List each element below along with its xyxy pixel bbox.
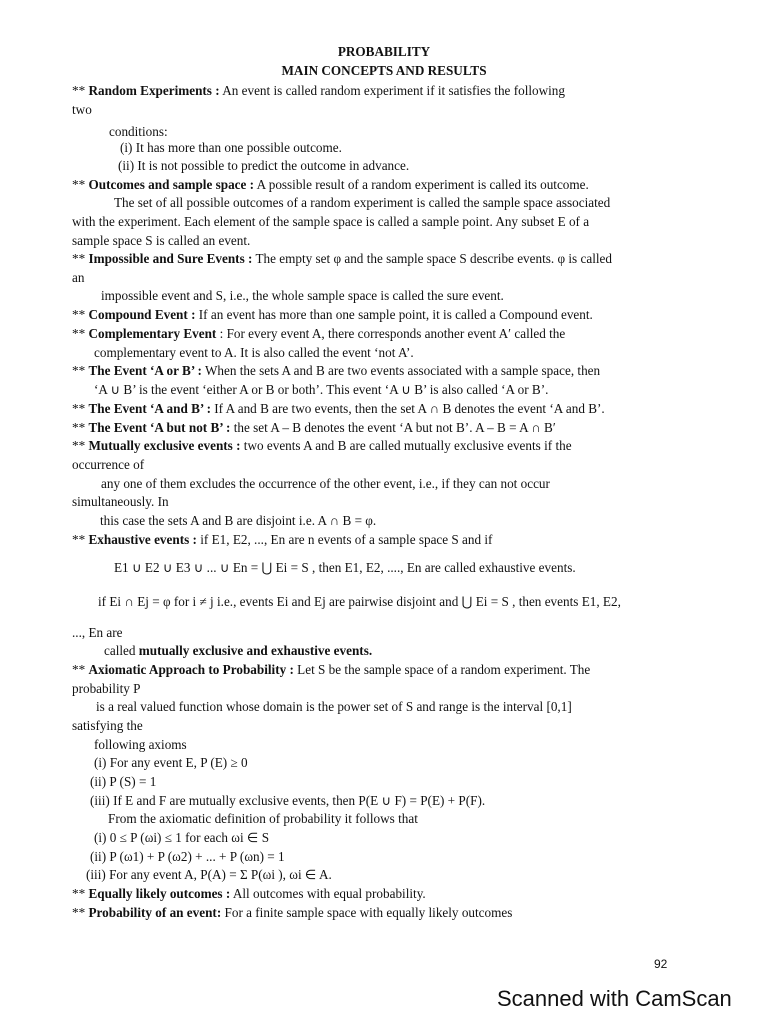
text-run: (ii) P (S) = 1 [90, 774, 157, 789]
scanner-watermark: Scanned with CamScan [497, 986, 732, 1011]
bold-term: Random Experiments : [88, 83, 220, 98]
text-line [72, 83, 565, 99]
page-title: PROBABILITY [337, 44, 431, 59]
text-run: All outcomes with equal probability. [230, 886, 426, 901]
text-line [104, 643, 372, 659]
text-line [72, 307, 593, 323]
text-line [72, 718, 143, 734]
text-line [90, 849, 285, 865]
text-line [101, 288, 504, 304]
bold-term: Mutually exclusive events : [88, 438, 241, 453]
text-line [101, 476, 550, 492]
text-run: An event is called random experiment if it satisfies the following [219, 83, 565, 98]
text-run: The empty set φ and the sample space S describe events. φ is called [252, 251, 612, 266]
text-run: following axioms [94, 737, 187, 752]
text-run: If A and B are two events, then the set A ∩ B denotes the event ‘A and B’. [210, 401, 605, 416]
text-run: (i) 0 ≤ P (ωi) ≤ 1 for each ωi ∈ S [94, 830, 270, 845]
text-run: any one of them excludes the occurrence of the other event, i.e., if they can not occur [101, 476, 550, 491]
text-run: ** [72, 420, 89, 435]
page-subtitle: MAIN CONCEPTS AND RESULTS [281, 63, 487, 78]
bold-term: Axiomatic Approach to Probability : [88, 662, 294, 677]
text-run: ** [72, 905, 89, 920]
text-run: conditions: [109, 124, 168, 139]
text-line [90, 774, 156, 790]
text-line [94, 345, 414, 361]
text-line [94, 755, 248, 771]
text-line [120, 140, 342, 156]
text-run: ** [72, 886, 89, 901]
text-line [72, 438, 572, 454]
bold-term: Complementary Event [88, 326, 217, 341]
bold-term: Equally likely outcomes : [88, 886, 231, 901]
text-line [72, 681, 141, 697]
text-run: ‘A ∪ B’ is the event ‘either A or B or both’. This event ‘A ∪ B’ is also called ‘A or B’. [94, 382, 549, 397]
bold-term: Probability of an event: [88, 905, 222, 920]
text-line [72, 214, 589, 230]
text-line [114, 560, 576, 576]
text-run: if E1, E2, ..., En are n events of a sample space S and if [196, 532, 493, 547]
bold-term: The Event ‘A or B’ : [88, 363, 202, 378]
text-run: occurrence of [72, 457, 145, 472]
text-run: (iii) If E and F are mutually exclusive events, then P(E ∪ F) = P(E) + P(F). [90, 793, 486, 808]
text-run: with the experiment. Each element of the sample space is called a sample point. Any subset E of a [72, 214, 590, 229]
bold-term: Impossible and Sure Events : [88, 251, 253, 266]
text-run: two events A and B are called mutually exclusive events if the [240, 438, 572, 453]
bold-term: Exhaustive events : [88, 532, 197, 547]
text-run: this case the sets A and B are disjoint i.e. A ∩ B = φ. [100, 513, 377, 528]
text-run: two [72, 102, 92, 117]
text-run: (i) It has more than one possible outcome. [120, 140, 342, 155]
text-run: ** [72, 251, 89, 266]
text-run: if Ei ∩ Ej = φ for i ≠ j i.e., events Ei and Ej are pairwise disjoint and ⋃ Ei = S , then events E1, E2, [98, 594, 621, 609]
text-line [72, 625, 123, 641]
text-line [72, 532, 492, 548]
text-line [109, 124, 168, 140]
text-line [94, 382, 548, 398]
text-line [100, 513, 376, 529]
text-line [72, 270, 84, 286]
text-run: When the sets A and B are two events associated with a sample space, then [201, 363, 601, 378]
text-run: From the axiomatic definition of probability it follows that [108, 811, 418, 826]
text-run: impossible event and S, i.e., the whole sample space is called the sure event. [101, 288, 504, 303]
text-run: simultaneously. In [72, 494, 169, 509]
text-run: (ii) P (ω1) + P (ω2) + ... + P (ωn) = 1 [90, 849, 285, 864]
text-run: (i) For any event E, P (E) ≥ 0 [94, 755, 248, 770]
text-line [96, 699, 572, 715]
bold-term: Outcomes and sample space : [88, 177, 255, 192]
text-run: ** [72, 532, 89, 547]
text-line [72, 233, 250, 249]
text-line [72, 363, 600, 379]
text-run: called [104, 643, 139, 658]
text-run: ** [72, 177, 89, 192]
text-run: E1 ∪ E2 ∪ E3 ∪ ... ∪ En = ⋃ Ei = S , then E1, E2, ...., En are called exhaustive events. [114, 560, 576, 575]
text-line [72, 905, 512, 921]
text-run: sample space S is called an event. [72, 233, 251, 248]
text-line [72, 420, 556, 436]
bold-term: The Event ‘A and B’ : [88, 401, 211, 416]
text-line [72, 886, 426, 902]
text-run: ** [72, 401, 89, 416]
text-run: probability P [72, 681, 141, 696]
text-run: The set of all possible outcomes of a random experiment is called the sample space associated [114, 195, 611, 210]
text-line [72, 662, 590, 678]
text-run: ** [72, 363, 89, 378]
bold-term: mutually exclusive and exhaustive events. [138, 643, 373, 658]
text-line [98, 594, 621, 610]
text-run: A possible result of a random experiment is called its outcome. [254, 177, 589, 192]
text-line [94, 737, 187, 753]
text-run: For a finite sample space with equally likely outcomes [221, 905, 513, 920]
text-run: satisfying the [72, 718, 143, 733]
text-run: ** [72, 307, 89, 322]
text-run: ** [72, 662, 89, 677]
text-line [72, 494, 169, 510]
text-line [72, 457, 144, 473]
text-line [72, 102, 92, 118]
text-run: ** [72, 326, 89, 341]
text-line [118, 158, 409, 174]
text-run: Let S be the sample space of a random experiment. The [293, 662, 591, 677]
page-number: 92 [654, 957, 668, 971]
text-line [86, 867, 332, 883]
text-run: is a real valued function whose domain is the power set of S and range is the interval [0,1] [96, 699, 572, 714]
text-line [94, 830, 269, 846]
text-line [72, 177, 589, 193]
bold-term: Compound Event : [88, 307, 196, 322]
text-line [90, 793, 485, 809]
text-line [72, 326, 565, 342]
text-run: (iii) For any event A, P(A) = Σ P(ωi ), ωi ∈ A. [86, 867, 332, 882]
text-run: ..., En are [72, 625, 123, 640]
text-run: (ii) It is not possible to predict the outcome in advance. [118, 158, 410, 173]
text-run: : For every event A, there corresponds another event A′ called the [216, 326, 566, 341]
text-run: ** [72, 83, 89, 98]
bold-term: The Event ‘A but not B’ : [88, 420, 231, 435]
text-run: If an event has more than one sample point, it is called a Compound event. [195, 307, 593, 322]
text-line [108, 811, 418, 827]
text-run: complementary event to A. It is also called the event ‘not A’. [94, 345, 414, 360]
text-line [72, 401, 605, 417]
text-line [72, 251, 612, 267]
text-line [114, 195, 610, 211]
text-run: the set A – B denotes the event ‘A but not B’. A – B = A ∩ B′ [230, 420, 556, 435]
text-run: an [72, 270, 85, 285]
text-run: ** [72, 438, 89, 453]
